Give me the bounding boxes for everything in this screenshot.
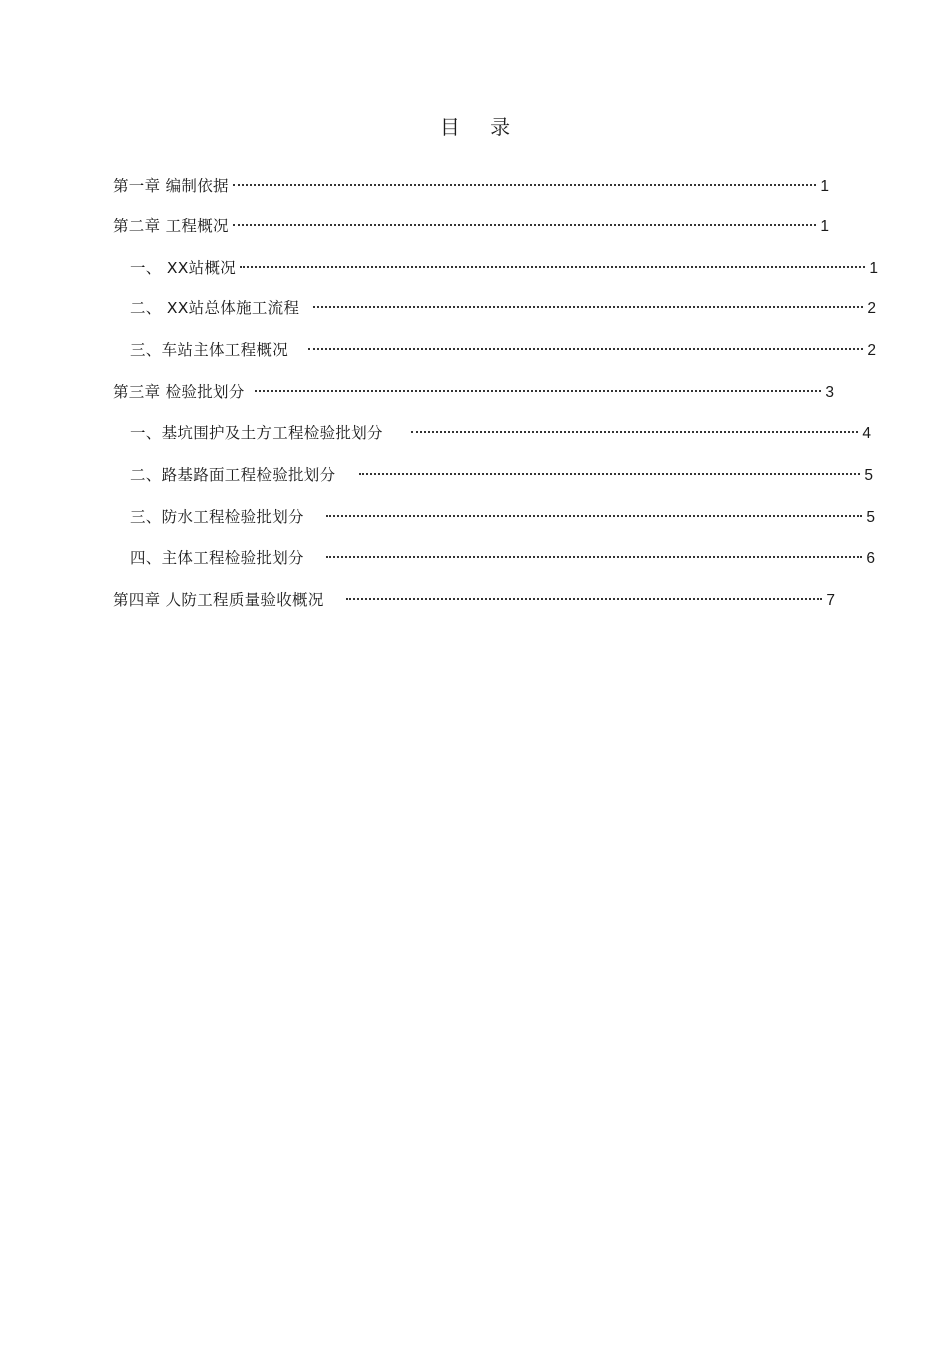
toc-dot-leader: [240, 251, 865, 273]
toc-entry-label: 一、 XX站概况: [130, 259, 237, 277]
toc-page-number: 1: [820, 178, 829, 195]
toc-dot-leader: [326, 500, 863, 522]
toc-entry-section-3-4[interactable]: [130, 541, 875, 567]
toc-entry-chapter-1[interactable]: [113, 169, 829, 195]
toc-page-number: 3: [825, 384, 834, 401]
toc-dot-leader: [346, 583, 823, 605]
toc-dot-leader: [233, 169, 817, 191]
toc-title: 目 录: [439, 115, 523, 139]
toc-entry-section-2-3[interactable]: [130, 333, 876, 359]
toc-dot-leader: [359, 458, 860, 480]
toc-page-number: 2: [867, 342, 876, 359]
toc-dot-leader: [326, 541, 863, 563]
toc-entry-section-3-2[interactable]: [130, 458, 873, 484]
toc-dot-leader: [308, 333, 863, 355]
toc-page-number: 5: [866, 509, 875, 526]
toc-dot-leader: [313, 291, 863, 313]
toc-entry-chapter-2[interactable]: [113, 209, 829, 235]
toc-entry-label: 二、 XX站总体施工流程: [130, 299, 300, 317]
toc-page-number: 1: [820, 218, 829, 235]
toc-page-number: 5: [864, 467, 873, 484]
toc-page-number: 7: [826, 592, 835, 609]
toc-entry-label: 第二章 工程概况: [113, 217, 229, 235]
toc-entry-label: 三、车站主体工程概况: [130, 341, 289, 359]
toc-entry-label: 二、路基路面工程检验批划分: [130, 466, 336, 484]
toc-page-number: 2: [867, 300, 876, 317]
toc-page-number: 4: [862, 425, 871, 442]
toc-dot-leader: [411, 416, 859, 438]
toc-entry-label: 第四章 人防工程质量验收概况: [113, 591, 324, 609]
toc-entry-label: 四、主体工程检验批划分: [130, 549, 304, 567]
toc-entry-section-3-3[interactable]: [130, 500, 875, 526]
toc-page-number: 6: [866, 550, 875, 567]
toc-entry-label: 第三章 检验批划分: [113, 383, 245, 401]
toc-entry-section-2-2[interactable]: [130, 291, 876, 317]
toc-dot-leader: [233, 209, 817, 231]
toc-entry-section-2-1[interactable]: [130, 251, 878, 277]
toc-page-number: 1: [869, 260, 878, 277]
toc-entry-label: 一、基坑围护及土方工程检验批划分: [130, 424, 383, 442]
toc-entry-label: 第一章 编制依据: [113, 177, 229, 195]
toc-entry-label: 三、防水工程检验批划分: [130, 508, 304, 526]
toc-entry-chapter-4[interactable]: [113, 583, 835, 609]
toc-entry-chapter-3[interactable]: [113, 375, 834, 401]
toc-dot-leader: [255, 375, 822, 397]
toc-entry-section-3-1[interactable]: [130, 416, 871, 442]
